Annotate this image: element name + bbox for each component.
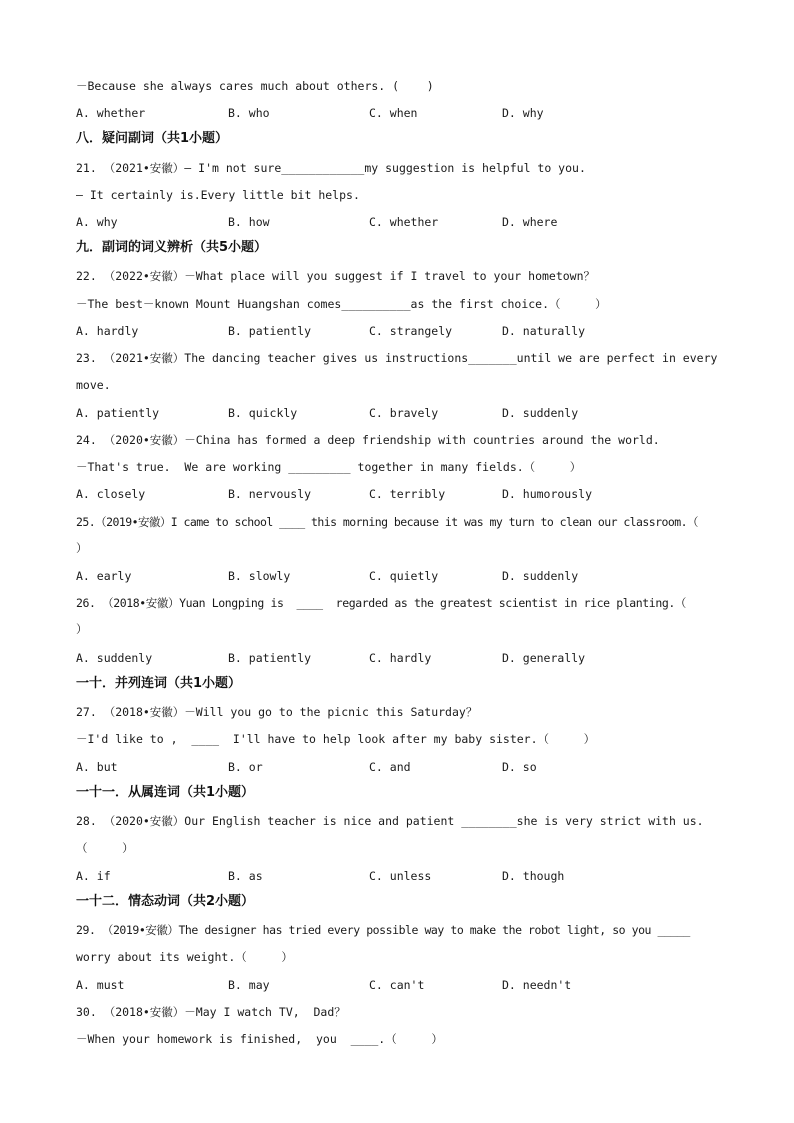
q24-option-c: C. terribly bbox=[369, 487, 446, 501]
q21-option-c: C. whether bbox=[369, 215, 439, 229]
q22-option-a: A. hardly bbox=[76, 324, 139, 338]
q22-option-c: C. strangely bbox=[369, 324, 453, 338]
question-30-stem: 30. （2018•安徽）－May I watch TV, Dad？ bbox=[76, 1005, 346, 1019]
question-24-stem: 24. （2020•安徽）－China has formed a deep friendship with countries around the world. bbox=[76, 433, 660, 447]
question-22-reply: －The best－known Mount Huangshan comes__________as the first choice.（ ） bbox=[76, 297, 607, 311]
q29-option-d: D. needn't bbox=[502, 978, 572, 992]
q28-option-a: A. if bbox=[76, 869, 111, 883]
question-30-reply: －When your homework is finished, you ____.（ ） bbox=[76, 1032, 443, 1046]
question-26-paren: ） bbox=[76, 622, 88, 636]
q24-option-b: B. nervously bbox=[228, 487, 312, 501]
q24-option-a: A. closely bbox=[76, 487, 146, 501]
q27-option-a: A. but bbox=[76, 760, 118, 774]
section-heading-12: 一十二．情态动词（共2小题） bbox=[76, 894, 255, 909]
question-29-stem-cont: worry about its weight.（ ） bbox=[76, 950, 293, 964]
q25-option-c: C. quietly bbox=[369, 569, 439, 583]
question-24-reply: －That's true. We are working _________ together in many fields.（ ） bbox=[76, 460, 582, 474]
question-21-reply: — It certainly is.Every little bit helps. bbox=[76, 188, 360, 202]
q27-option-d: D. so bbox=[502, 760, 537, 774]
q21-option-d: D. where bbox=[502, 215, 558, 229]
question-23-stem: 23. （2021•安徽）The dancing teacher gives us instructions_______until we are perfect in every bbox=[76, 351, 718, 365]
q29-option-c: C. can't bbox=[369, 978, 425, 992]
question-27-reply: －I'd like to , ____ I'll have to help look after my baby sister.（ ） bbox=[76, 732, 596, 746]
question-22-stem: 22. （2022•安徽）－What place will you suggest if I travel to your hometown？ bbox=[76, 269, 596, 283]
question-28-stem: 28. （2020•安徽）Our English teacher is nice and patient ________she is very strict with us. bbox=[76, 814, 704, 828]
q22-option-b: B. patiently bbox=[228, 324, 312, 338]
q28-option-b: B. as bbox=[228, 869, 263, 883]
question-28-paren: （ ） bbox=[76, 841, 134, 855]
question-20-answer-line: －Because she always cares much about others. ( ) bbox=[76, 79, 434, 93]
q23-option-b: B. quickly bbox=[228, 406, 298, 420]
q25-option-d: D. suddenly bbox=[502, 569, 579, 583]
question-23-stem-cont: move. bbox=[76, 378, 111, 392]
q27-option-c: C. and bbox=[369, 760, 411, 774]
q23-option-d: D. suddenly bbox=[502, 406, 579, 420]
question-29-stem: 29. （2019•安徽）The designer has tried every possible way to make the robot light, so you _____ bbox=[76, 923, 690, 937]
q26-option-a: A. suddenly bbox=[76, 651, 153, 665]
q25-option-a: A. early bbox=[76, 569, 132, 583]
q22-option-d: D. naturally bbox=[502, 324, 586, 338]
q21-option-a: A. why bbox=[76, 215, 118, 229]
q29-option-a: A. must bbox=[76, 978, 125, 992]
question-25-stem: 25.（2019•安徽）I came to school ____ this morning because it was my turn to clean our classroom.（ bbox=[76, 515, 698, 529]
q23-option-c: C. bravely bbox=[369, 406, 439, 420]
section-heading-9: 九．副词的词义辨析（共5小题） bbox=[76, 240, 268, 255]
q20-option-c: C. when bbox=[369, 106, 418, 120]
q26-option-d: D. generally bbox=[502, 651, 586, 665]
q26-option-b: B. patiently bbox=[228, 651, 312, 665]
q25-option-b: B. slowly bbox=[228, 569, 291, 583]
section-heading-11: 一十一．从属连词（共1小题） bbox=[76, 785, 255, 800]
q24-option-d: D. humorously bbox=[502, 487, 593, 501]
question-26-stem: 26. （2018•安徽）Yuan Longping is ____ regarded as the greatest scientist in rice planting.（ bbox=[76, 596, 687, 610]
q28-option-d: D. though bbox=[502, 869, 565, 883]
question-25-paren: ） bbox=[76, 541, 88, 555]
q23-option-a: A. patiently bbox=[76, 406, 160, 420]
q26-option-c: C. hardly bbox=[369, 651, 432, 665]
q29-option-b: B. may bbox=[228, 978, 270, 992]
q20-option-b: B. who bbox=[228, 106, 270, 120]
question-21-stem: 21. （2021•安徽）— I'm not sure____________my suggestion is helpful to you. bbox=[76, 161, 586, 175]
q28-option-c: C. unless bbox=[369, 869, 432, 883]
section-heading-8: 八．疑问副词（共1小题） bbox=[76, 131, 229, 146]
q21-option-b: B. how bbox=[228, 215, 270, 229]
q20-option-d: D. why bbox=[502, 106, 544, 120]
question-27-stem: 27. （2018•安徽）－Will you go to the picnic this Saturday？ bbox=[76, 705, 478, 719]
section-heading-10: 一十．并列连词（共1小题） bbox=[76, 676, 242, 691]
q20-option-a: A. whether bbox=[76, 106, 146, 120]
q27-option-b: B. or bbox=[228, 760, 263, 774]
